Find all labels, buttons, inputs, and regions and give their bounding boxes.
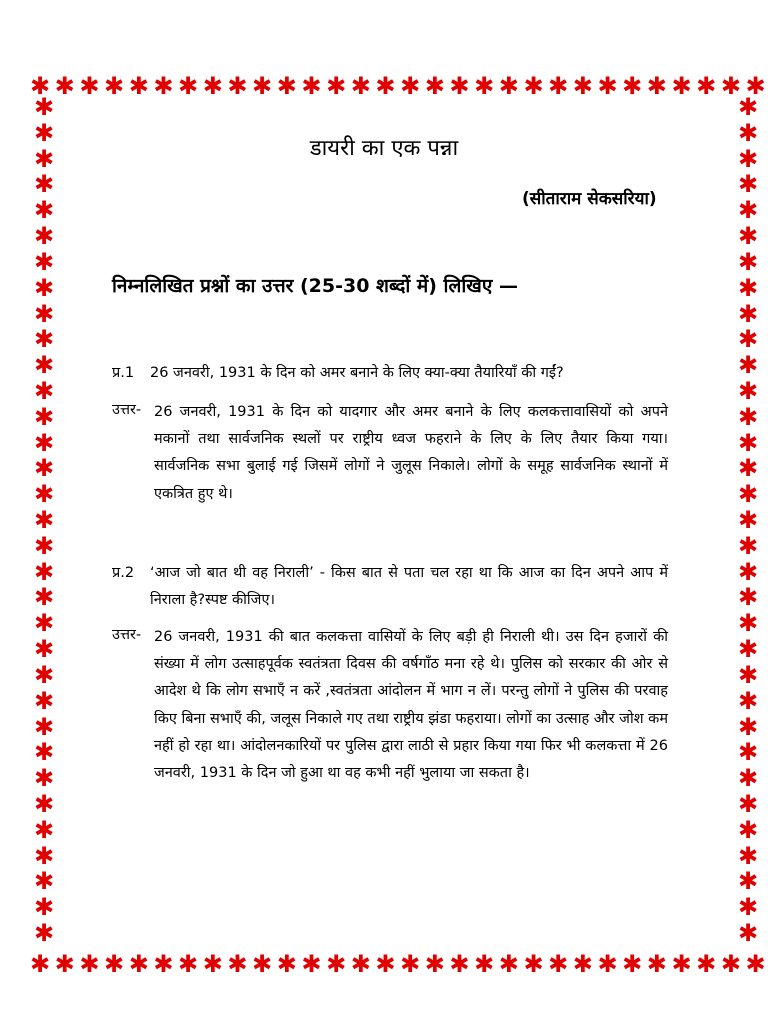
border-star-icon: ✱: [33, 815, 55, 844]
border-star-icon: ✱: [276, 950, 297, 978]
border-star-icon: ✱: [33, 789, 55, 818]
border-star-icon: ✱: [548, 950, 569, 978]
border-star-icon: ✱: [33, 609, 55, 638]
border-star-icon: ✱: [79, 950, 100, 978]
border-star-icon: ✱: [33, 506, 55, 534]
border-star-icon: ✱: [449, 950, 470, 978]
border-star-icon: ✱: [737, 660, 759, 689]
border-star-icon: ✱: [737, 738, 759, 767]
border-star-icon: ✱: [104, 72, 125, 100]
border-star-icon: ✱: [54, 72, 75, 100]
border-star-icon: ✱: [33, 686, 55, 715]
border-star-icon: ✱: [252, 72, 273, 100]
border-star-icon: ✱: [737, 118, 759, 147]
question-text: 26 जनवरी, 1931 के दिन को अमर बनाने के लिए क्या-क्या तैयारियाँ की गईं?: [150, 365, 564, 381]
border-star-icon: ✱: [33, 454, 55, 483]
border-star-icon: ✱: [646, 950, 667, 978]
border-star-icon: ✱: [424, 72, 445, 100]
border-star-icon: ✱: [424, 950, 445, 978]
border-star-icon: ✱: [33, 531, 55, 560]
border-star-icon: ✱: [737, 841, 759, 870]
border-star-icon: ✱: [737, 170, 759, 199]
decorative-border-bottom: [30, 952, 766, 978]
border-star-icon: ✱: [79, 72, 100, 100]
border-star-icon: ✱: [737, 351, 759, 380]
border-star-icon: ✱: [737, 789, 759, 818]
border-star-icon: ✱: [301, 72, 322, 100]
border-star-icon: ✱: [737, 93, 759, 121]
border-star-icon: ✱: [326, 72, 347, 100]
border-star-icon: ✱: [30, 950, 51, 978]
border-star-icon: ✱: [737, 815, 759, 844]
border-star-icon: ✱: [474, 950, 495, 978]
border-star-icon: ✱: [523, 950, 544, 978]
question-label: प्र.1: [112, 365, 135, 381]
border-star-icon: ✱: [737, 428, 759, 457]
border-star-icon: ✱: [696, 950, 717, 978]
border-star-icon: ✱: [737, 325, 759, 354]
border-star-icon: ✱: [33, 402, 55, 431]
border-star-icon: ✱: [745, 950, 766, 978]
border-star-icon: ✱: [523, 72, 544, 100]
decorative-border-top: [30, 74, 766, 100]
border-star-icon: ✱: [597, 72, 618, 100]
border-star-icon: ✱: [622, 950, 643, 978]
border-star-icon: ✱: [737, 635, 759, 664]
border-star-icon: ✱: [33, 247, 55, 276]
border-star-icon: ✱: [178, 950, 199, 978]
border-star-icon: ✱: [33, 428, 55, 457]
border-star-icon: ✱: [737, 402, 759, 431]
border-star-icon: ✱: [474, 72, 495, 100]
border-star-icon: ✱: [33, 118, 55, 147]
border-star-icon: ✱: [33, 712, 55, 741]
border-star-icon: ✱: [104, 950, 125, 978]
border-star-icon: ✱: [375, 950, 396, 978]
border-star-icon: ✱: [400, 950, 421, 978]
border-star-icon: ✱: [33, 660, 55, 689]
border-star-icon: ✱: [737, 686, 759, 715]
border-star-icon: ✱: [720, 72, 741, 100]
border-star-icon: ✱: [227, 950, 248, 978]
border-star-icon: ✱: [737, 557, 759, 586]
border-star-icon: ✱: [737, 506, 759, 534]
border-star-icon: ✱: [33, 273, 55, 302]
border-star-icon: ✱: [33, 893, 55, 922]
answer-label: उत्तर-: [112, 627, 142, 643]
question-row: [112, 360, 668, 387]
instruction-heading: निम्नलिखित प्रश्नों का उत्तर (25-30 शब्दों में) लिखिए —: [112, 275, 518, 297]
answer-row: [112, 624, 668, 787]
border-star-icon: ✱: [33, 557, 55, 586]
border-star-icon: ✱: [33, 93, 55, 121]
border-star-icon: ✱: [33, 144, 55, 173]
border-star-icon: ✱: [33, 480, 55, 509]
border-star-icon: ✱: [737, 712, 759, 741]
border-star-icon: ✱: [737, 480, 759, 509]
border-star-icon: ✱: [178, 72, 199, 100]
border-star-icon: ✱: [33, 299, 55, 328]
border-star-icon: ✱: [737, 222, 759, 251]
border-star-icon: ✱: [671, 72, 692, 100]
border-star-icon: ✱: [498, 72, 519, 100]
border-star-icon: ✱: [252, 950, 273, 978]
border-star-icon: ✱: [737, 764, 759, 793]
border-star-icon: ✱: [326, 950, 347, 978]
qa-block-2: [112, 560, 668, 787]
answer-row: [112, 399, 668, 508]
border-star-icon: ✱: [276, 72, 297, 100]
border-star-icon: ✱: [33, 919, 55, 947]
border-star-icon: ✱: [449, 72, 470, 100]
author-name: (सीताराम सेकसरिया): [522, 189, 657, 209]
border-star-icon: ✱: [737, 867, 759, 896]
border-star-icon: ✱: [33, 764, 55, 793]
border-star-icon: ✱: [737, 919, 759, 947]
border-star-icon: ✱: [33, 325, 55, 354]
border-star-icon: ✱: [737, 893, 759, 922]
border-star-icon: ✱: [375, 72, 396, 100]
border-star-icon: ✱: [720, 950, 741, 978]
decorative-border-left: [31, 95, 57, 945]
border-star-icon: ✱: [153, 72, 174, 100]
border-star-icon: ✱: [33, 738, 55, 767]
question-row: [112, 560, 668, 614]
border-star-icon: ✱: [301, 950, 322, 978]
answer-text: 26 जनवरी, 1931 के दिन को यादगार और अमर बनाने के लिए कलकत्तावासियों को अपने मकानों तथा सार्वजनिक स्थलों पर राष्ट्रीय ध्वज फहराने के लिए के लिए तैयार किया गया। सार्वजनिक सभा बुलाई गई जिसमें लोगों ने जुलूस निकाले। लोगों के समूह सार्वजनिक स्थानों में एकत्रित हुए थे।: [154, 404, 668, 502]
border-star-icon: ✱: [737, 376, 759, 405]
border-star-icon: ✱: [153, 950, 174, 978]
border-star-icon: ✱: [737, 609, 759, 638]
border-star-icon: ✱: [30, 72, 51, 100]
border-star-icon: ✱: [128, 72, 149, 100]
question-text: ‘आज जो बात थी वह निराली’ - किस बात से पता चल रहा था कि आज का दिन अपने आप में निराला है?स्पष्ट कीजिए।: [150, 565, 668, 608]
border-star-icon: ✱: [33, 635, 55, 664]
border-star-icon: ✱: [737, 454, 759, 483]
border-star-icon: ✱: [597, 950, 618, 978]
border-star-icon: ✱: [737, 247, 759, 276]
border-star-icon: ✱: [33, 867, 55, 896]
border-star-icon: ✱: [737, 531, 759, 560]
border-star-icon: ✱: [671, 950, 692, 978]
border-star-icon: ✱: [745, 72, 766, 100]
border-star-icon: ✱: [227, 72, 248, 100]
border-star-icon: ✱: [737, 144, 759, 173]
border-star-icon: ✱: [646, 72, 667, 100]
border-star-icon: ✱: [737, 299, 759, 328]
border-star-icon: ✱: [572, 72, 593, 100]
answer-text: 26 जनवरी, 1931 की बात कलकत्ता वासियों के लिए बड़ी ही निराली थी। उस दिन हजारों की संख्या में लोग उत्साहपूर्वक स्वतंत्रता दिवस की वर्षगाँठ मना रहे थे। पुलिस को सरकार की ओर से आदेश थे कि लोग सभाएँ न करें ,स्वतंत्रता आंदोलन में भाग न लें। परन्तु लोगों ने पुलिस की परवाह किए बिना सभाएँ की, जलूस निकाले गए तथा राष्ट्रीय झंडा फहराया। लोगों का उत्साह और जोश कम नहीं हो रहा था। आंदोलनकारियों पर पुलिस द्वारा लाठी से प्रहार किया गया फिर भी कलकत्ता में 26 जनवरी, 1931 के दिन जो हुआ था वह कभी नहीं भुलाया जा सकता है।: [154, 629, 668, 782]
border-star-icon: ✱: [548, 72, 569, 100]
answer-label: उत्तर-: [112, 402, 142, 418]
border-star-icon: ✱: [33, 376, 55, 405]
border-star-icon: ✱: [737, 583, 759, 612]
border-star-icon: ✱: [54, 950, 75, 978]
border-star-icon: ✱: [202, 72, 223, 100]
question-label: प्र.2: [112, 565, 135, 581]
border-star-icon: ✱: [350, 72, 371, 100]
border-star-icon: ✱: [572, 950, 593, 978]
border-star-icon: ✱: [33, 351, 55, 380]
border-star-icon: ✱: [33, 222, 55, 251]
border-star-icon: ✱: [128, 950, 149, 978]
border-star-icon: ✱: [400, 72, 421, 100]
border-star-icon: ✱: [622, 72, 643, 100]
border-star-icon: ✱: [202, 950, 223, 978]
qa-block-1: [112, 360, 668, 508]
border-star-icon: ✱: [33, 170, 55, 199]
border-star-icon: ✱: [33, 583, 55, 612]
border-star-icon: ✱: [33, 196, 55, 225]
border-star-icon: ✱: [696, 72, 717, 100]
border-star-icon: ✱: [350, 950, 371, 978]
page-title: डायरी का एक पन्ना: [309, 136, 459, 161]
border-star-icon: ✱: [737, 273, 759, 302]
border-star-icon: ✱: [33, 841, 55, 870]
border-star-icon: ✱: [498, 950, 519, 978]
border-star-icon: ✱: [737, 196, 759, 225]
decorative-border-right: [735, 95, 761, 945]
